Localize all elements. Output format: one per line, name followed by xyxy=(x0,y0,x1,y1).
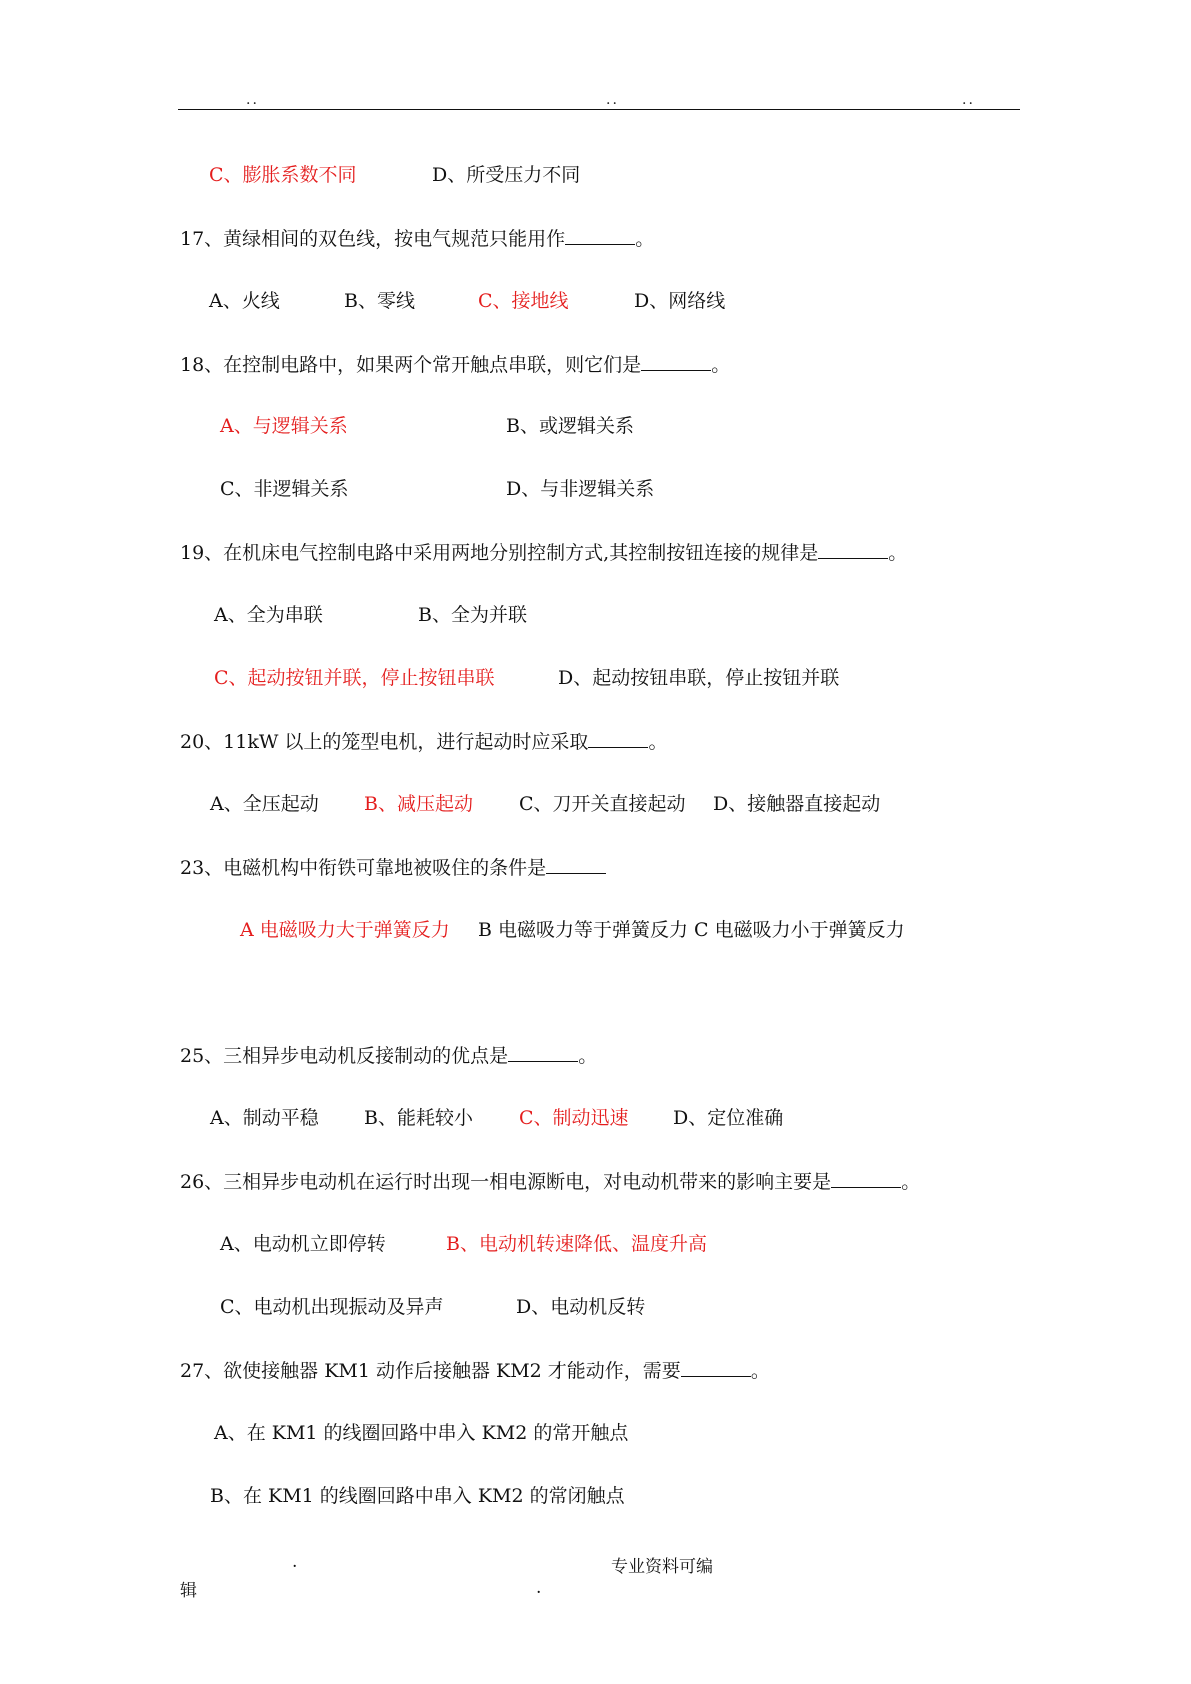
answer-blank xyxy=(641,352,711,371)
q25-option-c-answer: C、制动迅速 xyxy=(519,1107,629,1129)
q26-option-a: A、电动机立即停转 xyxy=(220,1233,386,1255)
q25-option-b: B、能耗较小 xyxy=(364,1107,473,1129)
q18-option-d: D、与非逻辑关系 xyxy=(506,478,655,500)
header-dots-left: .. xyxy=(246,92,259,108)
q17-option-a: A、火线 xyxy=(209,290,280,312)
q26-option-c: C、电动机出现振动及异声 xyxy=(220,1296,444,1318)
q23-options-b-c: B 电磁吸力等于弹簧反力 C 电磁吸力小于弹簧反力 xyxy=(478,919,905,941)
q17-option-c-answer: C、接地线 xyxy=(478,290,569,312)
q18-option-b: B、或逻辑关系 xyxy=(506,415,634,437)
q27-option-b: B、在 KM1 的线圈回路中串入 KM2 的常闭触点 xyxy=(210,1485,625,1507)
q19-option-c-answer: C、起动按钮并联，停止按钮串联 xyxy=(214,667,495,689)
footer-dot-1: . xyxy=(292,1552,298,1572)
header-dots-right: .. xyxy=(962,92,975,108)
q20-option-d: D、接触器直接起动 xyxy=(713,793,881,815)
q25-option-a: A、制动平稳 xyxy=(210,1107,319,1129)
question-25: 25、三相异步电动机反接制动的优点是 。 xyxy=(180,1045,598,1067)
option-c-answer: C、膨胀系数不同 xyxy=(209,164,357,186)
q20-option-b-answer: B、减压起动 xyxy=(364,793,473,815)
question-20: 20、11kW 以上的笼型电机，进行起动时应采取 。 xyxy=(180,731,668,753)
question-26: 26、三相异步电动机在运行时出现一相电源断电，对电动机带来的影响主要是 。 xyxy=(180,1171,921,1193)
question-19: 19、在机床电气控制电路中采用两地分别控制方式,其控制按钮连接的规律是 。 xyxy=(180,542,908,564)
footer-dot-2: . xyxy=(536,1578,542,1598)
question-17: 17、黄绿相间的双色线，按电气规范只能用作 。 xyxy=(180,228,655,250)
question-27: 27、欲使接触器 KM1 动作后接触器 KM2 才能动作，需要 。 xyxy=(180,1360,770,1382)
q20-option-a: A、全压起动 xyxy=(210,793,319,815)
q20-option-c: C、刀开关直接起动 xyxy=(519,793,686,815)
q18-option-a-answer: A、与逻辑关系 xyxy=(220,415,348,437)
answer-blank xyxy=(831,1169,901,1188)
question-23: 23、电磁机构中衔铁可靠地被吸住的条件是 xyxy=(180,855,606,880)
option-d: D、所受压力不同 xyxy=(432,164,581,186)
footer-text: 专业资料可编 xyxy=(611,1557,713,1577)
header-rule xyxy=(178,109,1020,110)
q17-option-d: D、网络线 xyxy=(634,290,726,312)
q27-option-a: A、在 KM1 的线圈回路中串入 KM2 的常开触点 xyxy=(214,1422,629,1444)
q25-option-d: D、定位准确 xyxy=(673,1107,784,1129)
q18-option-c: C、非逻辑关系 xyxy=(220,478,349,500)
answer-blank xyxy=(588,729,648,748)
q17-option-b: B、零线 xyxy=(344,290,415,312)
q26-option-d: D、电动机反转 xyxy=(516,1296,646,1318)
q19-option-d: D、起动按钮串联，停止按钮并联 xyxy=(558,667,840,689)
answer-blank xyxy=(508,1043,578,1062)
answer-blank xyxy=(681,1358,751,1377)
q19-option-a: A、全为串联 xyxy=(214,604,323,626)
answer-blank xyxy=(565,226,635,245)
question-18: 18、在控制电路中，如果两个常开触点串联，则它们是 。 xyxy=(180,354,731,376)
q19-option-b: B、全为并联 xyxy=(418,604,527,626)
answer-blank xyxy=(546,855,606,874)
header-dots-mid: .. xyxy=(606,92,619,108)
q23-option-a-answer: A 电磁吸力大于弹簧反力 xyxy=(240,919,450,941)
footer-tail: 辑 xyxy=(180,1581,197,1601)
answer-blank xyxy=(818,540,888,559)
q26-option-b-answer: B、电动机转速降低、温度升高 xyxy=(446,1233,707,1255)
